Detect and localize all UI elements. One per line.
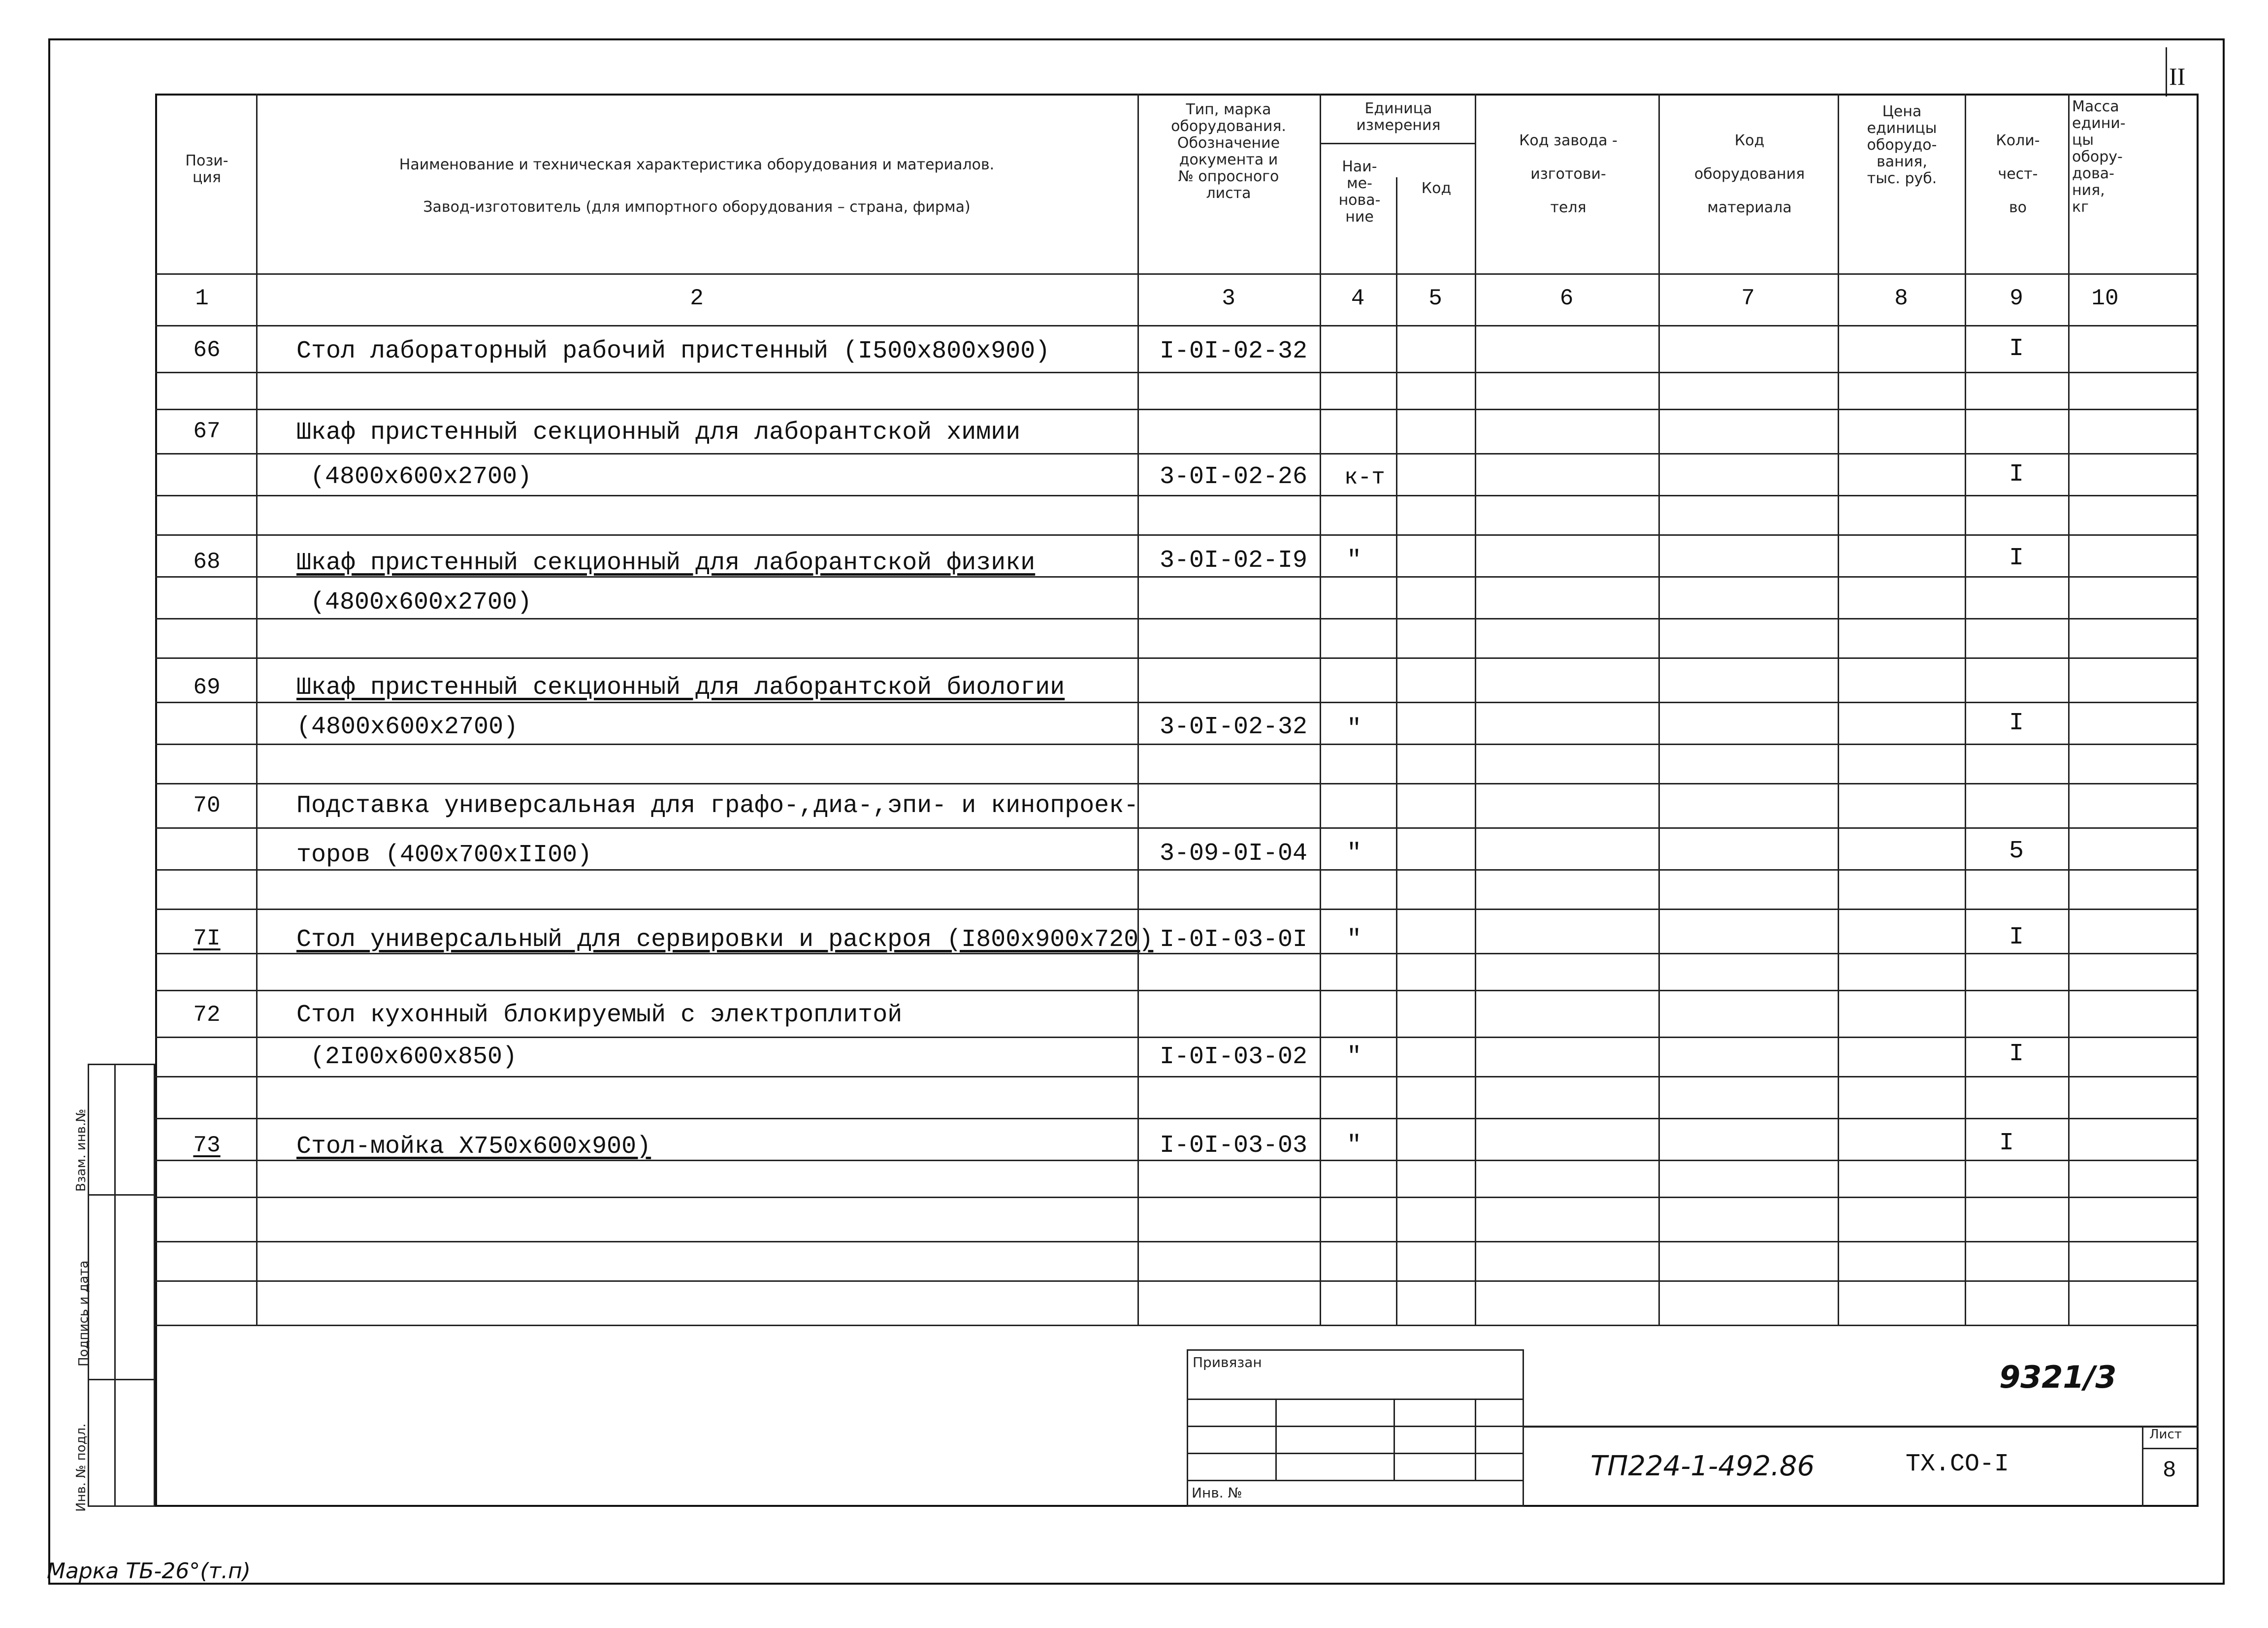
colnum-6: 6 (1559, 286, 1574, 311)
header-unit-name: Наи- ме- нова- ние (1338, 158, 1381, 226)
row-68-qty: I (2009, 544, 2024, 572)
row-69-position: 69 (193, 675, 221, 700)
row-69-unit: " (1347, 715, 1362, 743)
sheet-corner-number: II (2169, 63, 2186, 90)
row-68-unit: " (1347, 547, 1362, 575)
row-71-doc: I-0I-03-0I (1160, 926, 1308, 954)
stamp-privyazan-label: Привязан (1193, 1354, 1262, 1370)
header-quantity: Коли- чест- во (1996, 132, 2040, 216)
row-69-doc: 3-0I-02-32 (1160, 713, 1308, 741)
header-mass: Масса едини- цы обору- дова- ния, кг (2072, 98, 2126, 216)
row-66-position: 66 (193, 337, 221, 363)
colnum-3: 3 (1222, 286, 1235, 311)
row-66-qty: I (2009, 335, 2024, 363)
row-71-unit: " (1347, 926, 1362, 954)
row-68-position: 68 (193, 549, 221, 575)
corner-box (2166, 47, 2167, 97)
sheet-number: 8 (2163, 1458, 2176, 1483)
row-72-qty: I (2009, 1040, 2024, 1068)
header-doc: Тип, марка оборудования. Обозначение документа и № опросного листа (1171, 101, 1286, 202)
row-73-qty: I (1999, 1129, 2014, 1157)
row-72-doc: I-0I-03-02 (1160, 1043, 1308, 1071)
stamp-inv-label: Инв. № (1192, 1485, 1242, 1501)
row-72-name-cont: (2I00x600x850) (310, 1043, 518, 1071)
row-73-name: Стол-мойка X750x600x900) (296, 1133, 651, 1161)
side-stamp-inv-orig: Инв. № подл. (74, 1423, 89, 1512)
row-66-doc: I-0I-02-32 (1160, 337, 1308, 365)
row-73-unit: " (1347, 1132, 1362, 1160)
colnum-2: 2 (690, 286, 704, 311)
row-70-position: 70 (193, 793, 221, 818)
row-67-qty: I (2009, 460, 2024, 488)
stamp-privyazan-box (1187, 1349, 1524, 1507)
colnum-4: 4 (1351, 286, 1365, 311)
row-72-unit: " (1347, 1043, 1362, 1071)
row-67-position: 67 (193, 419, 221, 444)
row-68-name: Шкаф пристенный секционный для лаборантской физики (296, 549, 1036, 577)
row-73-doc: I-0I-03-03 (1160, 1132, 1308, 1160)
colnum-10: 10 (2091, 286, 2119, 311)
row-67-unit: к-т (1344, 465, 1385, 490)
row-71-name: Стол универсальный для сервировки и раскроя (I800x900x720) (296, 926, 1154, 954)
marka-label: Марка ТБ-26°(т.п) (47, 1559, 251, 1584)
row-73-position: 73 (193, 1133, 221, 1158)
order-number: 9321/3 (1999, 1359, 2117, 1395)
header-name-line1: Наименование и техническая характеристика оборудования и материалов. (399, 156, 995, 173)
colnum-8: 8 (1894, 286, 1908, 311)
row-70-name-cont: торов (400x700xII00) (296, 841, 592, 869)
header-price: Цена единицы оборудо- вания, тыс. руб. (1867, 103, 1937, 187)
sheet-label: Лист (2149, 1427, 2182, 1442)
colnum-9: 9 (2009, 286, 2023, 311)
row-68-doc: 3-0I-02-I9 (1160, 547, 1308, 575)
row-67-name: Шкаф пристенный секционный для лаборантской химии (296, 419, 1021, 447)
side-stamp-sign-date: Подпись и дата (76, 1260, 91, 1367)
side-stamp-vzam-inv: Взам. инв.№ (74, 1108, 89, 1192)
row-71-position: 7I (193, 926, 221, 951)
header-equipment-code: Код оборудования материала (1694, 132, 1805, 216)
row-66-name: Стол лабораторный рабочий пристенный (I500x800x900) (296, 337, 1050, 365)
header-position: Пози- ция (185, 152, 228, 186)
header-factory-code: Код завода - изготови- теля (1519, 132, 1618, 216)
project-code: ТП224-1-492.86 (1590, 1450, 1815, 1482)
header-unit-group: Единица измерения (1356, 100, 1441, 134)
row-70-name: Подставка универсальная для графо-,диа-,эпи- и кинопроек- (296, 792, 1139, 820)
colnum-5: 5 (1428, 286, 1442, 311)
row-67-doc: 3-0I-02-26 (1160, 463, 1308, 491)
row-72-position: 72 (193, 1002, 221, 1028)
row-69-name-cont: (4800x600x2700) (296, 713, 518, 741)
row-70-qty: 5 (2009, 837, 2024, 865)
row-70-unit: " (1347, 840, 1362, 868)
row-67-name-cont: (4800x600x2700) (310, 463, 532, 491)
header-unit-code: Код (1421, 180, 1452, 197)
row-70-doc: 3-09-0I-04 (1160, 840, 1308, 868)
colnum-1: 1 (195, 286, 209, 311)
row-68-name-cont: (4800x600x2700) (310, 588, 532, 617)
colnum-7: 7 (1741, 286, 1755, 311)
row-69-qty: I (2009, 709, 2024, 737)
header-name-line2: Завод-изготовитель (для импортного оборудования – страна, фирма) (423, 198, 971, 216)
document-code: ТХ.СО-I (1906, 1450, 2009, 1478)
row-69-name: Шкаф пристенный секционный для лаборантской биологии (296, 674, 1065, 702)
row-71-qty: I (2009, 923, 2024, 951)
row-72-name: Стол кухонный блокируемый с электроплитой (296, 1001, 903, 1029)
side-stamp (88, 1064, 155, 1507)
